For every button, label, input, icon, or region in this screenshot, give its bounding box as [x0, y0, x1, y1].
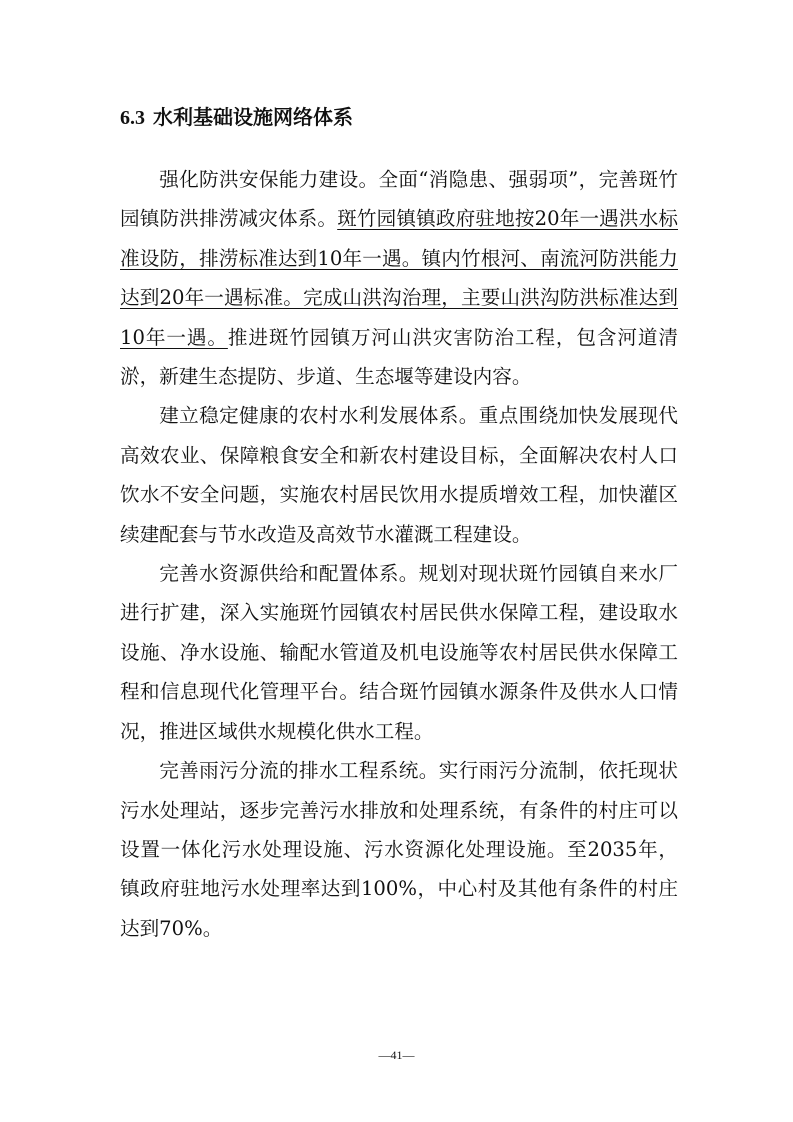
- section-title: 水利基础设施网络体系: [153, 105, 353, 129]
- paragraph-text: 建立稳定健康的农村水利发展体系。重点围绕加快发展现代高效农业、保障粮食安全和新农村建设目标，全面解决农村人口饮水不安全问题，实施农村居民饮用水提质增效工程，加快灌区续建配套与节水改造及高效节水灌溉工程建设。: [120, 404, 678, 546]
- paragraph-text: 推进斑竹园镇万河山洪灾害防治工程，包含河道清淤，新建生态提防、步道、生态堰等建设内容。: [120, 325, 679, 389]
- paragraph-text: 完善水资源供给和配置体系。规划对现状斑竹园镇自来水厂进行扩建，深入实施斑竹园镇农村居民供水保障工程，建设取水设施、净水设施、输配水管道及机电设施等农村居民供水保障工程和信息现代化管理平台。结合斑竹园镇水源条件及供水人口情况，推进区域供水规模化供水工程。: [120, 562, 678, 743]
- underlined-text: 斑竹园镇镇政府驻地按20年一遇洪水标准设防，排涝标准达到10年一遇。镇内竹根河、南流河防洪能力达到20年一遇标准。完成山洪沟治理，主要山洪沟防洪标准达到10年一遇。: [120, 207, 679, 349]
- body-text: [120, 160, 678, 948]
- section-number: 6.3: [120, 107, 145, 129]
- paragraph-text: 完善雨污分流的排水工程系统。实行雨污分流制，依托现状污水处理站，逐步完善污水排放和处理系统，有条件的村庄可以设置一体化污水处理设施、污水资源化处理设施。至2035年，镇政府驻地污水处理率达到100%，中心村及其他有条件的村庄达到70%。: [120, 759, 678, 940]
- page-number: —41—: [378, 1048, 415, 1062]
- paragraph-rural-water: [120, 396, 678, 554]
- paragraph-flood-control: [120, 160, 678, 396]
- section-heading: [120, 104, 353, 131]
- paragraph-water-supply: [120, 554, 678, 751]
- paragraph-drainage: [120, 751, 678, 948]
- paragraph-text: 强化防洪安保能力建设。全面“消隐患、强弱项”，完善斑竹园镇防洪排涝减灾体系。: [120, 168, 678, 231]
